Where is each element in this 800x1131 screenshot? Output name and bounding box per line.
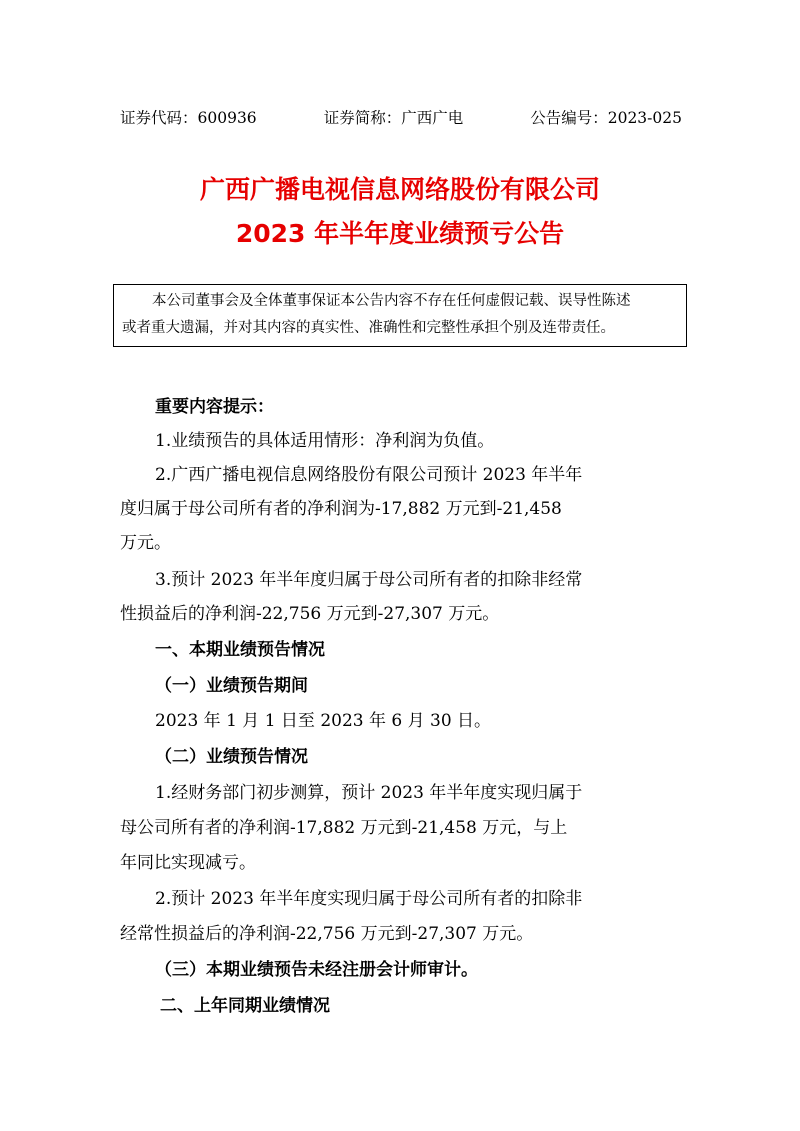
board-statement-box — [113, 284, 687, 347]
stock-short-name: 证券简称：广西广电 — [323, 109, 464, 127]
highlights-heading: 重要内容提示： — [155, 397, 274, 417]
highlight-3-line-1: 3.预计 2023 年半年度归属于母公司所有者的扣除非经常 — [155, 570, 583, 590]
highlight-2-line-1: 2.广西广播电视信息网络股份有限公司预计 2023 年半年 — [155, 465, 583, 485]
section-1-heading: 一、本期业绩预告情况 — [155, 640, 325, 660]
highlight-3-line-2: 性损益后的净利润-22,756 万元到-27,307 万元。 — [120, 604, 500, 624]
stock-code: 证券代码：600936 — [120, 109, 257, 127]
statement-line-1: 本公司董事会及全体董事保证本公告内容不存在任何虚假记载、误导性陈述 — [152, 293, 631, 309]
paragraph-1-line-3: 年同比实现减亏。 — [120, 853, 256, 873]
section-2-heading: 二、上年同期业绩情况 — [160, 996, 330, 1016]
forecast-period: 2023 年 1 月 1 日至 2023 年 6 月 30 日。 — [155, 711, 492, 731]
statement-line-2: 或者重大遗漏，并对其内容的真实性、准确性和完整性承担个别及连带责任。 — [122, 320, 615, 336]
subsection-1-heading: （一）业绩预告期间 — [155, 676, 308, 696]
document-header — [120, 106, 682, 128]
notice-number: 公告编号：2023-025 — [530, 109, 682, 127]
paragraph-2-line-1: 2.预计 2023 年半年度实现归属于母公司所有者的扣除非 — [155, 889, 583, 909]
paragraph-2-line-2: 经常性损益后的净利润-22,756 万元到-27,307 万元。 — [120, 924, 534, 944]
highlight-2-line-2: 度归属于母公司所有者的净利润为-17,882 万元到-21,458 — [120, 499, 562, 519]
notice-title: 2023 年半年度业绩预亏公告 — [235, 219, 565, 248]
company-title: 广西广播电视信息网络股份有限公司 — [199, 175, 600, 204]
highlight-2-line-3: 万元。 — [120, 533, 171, 553]
subsection-2-heading: （二）业绩预告情况 — [155, 747, 308, 767]
paragraph-1-line-2: 母公司所有者的净利润-17,882 万元到-21,458 万元，与上 — [120, 818, 568, 838]
highlight-1: 1.业绩预告的具体适用情形：净利润为负值。 — [155, 431, 495, 451]
subsection-3-heading: （三）本期业绩预告未经注册会计师审计。 — [155, 960, 478, 980]
paragraph-1-line-1: 1.经财务部门初步测算，预计 2023 年半年度实现归属于 — [155, 783, 583, 803]
